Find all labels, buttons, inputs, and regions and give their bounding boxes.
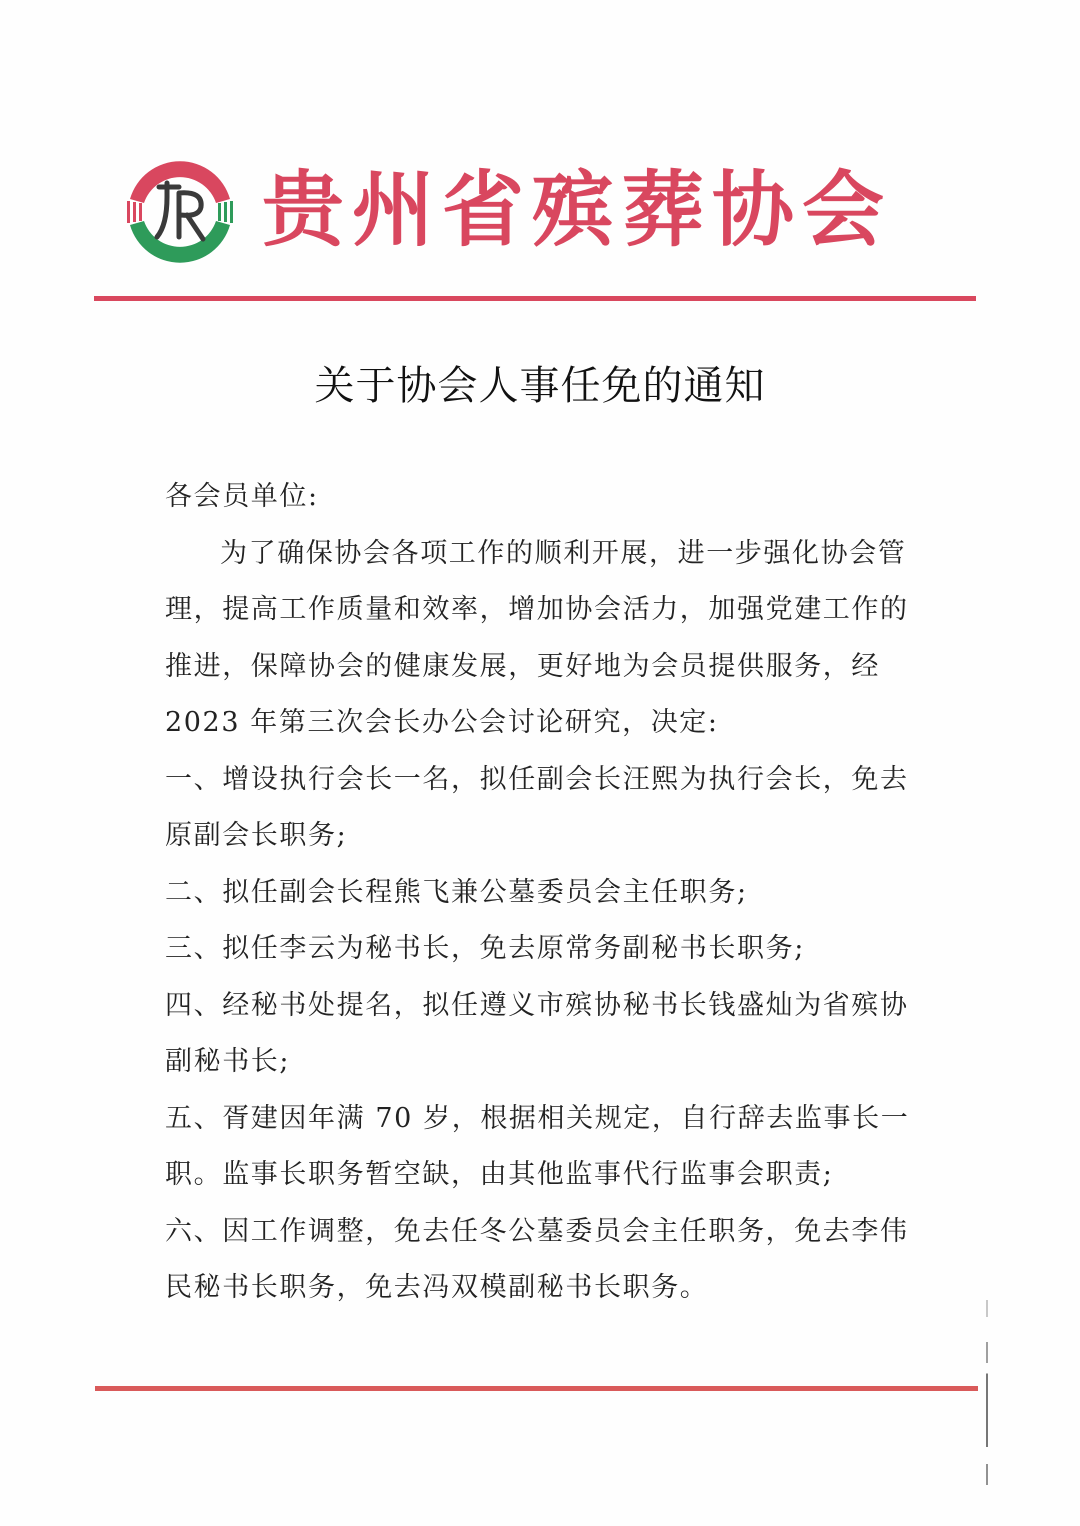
document-title: 关于协会人事任免的通知 bbox=[314, 363, 766, 409]
decision-item-3: 三、拟任李云为秘书长，免去原常务副秘书长职务; bbox=[165, 933, 805, 964]
decision-item-5: 五、胥建因年满 70 岁，根据相关规定，自行辞去监事长一职。监事长职务暂空缺，由其他监事代行监事会职责; bbox=[165, 1102, 910, 1190]
decision-item-2: 二、拟任副会长程熊飞兼公墓委员会主任职务; bbox=[165, 876, 748, 908]
intro-paragraph: 为了确保协会各项工作的顺利开展，进一步强化协会管理，提高工作质量和效率，增加协会活力，加强党建工作的推进，保障协会的健康发展，更好地为会员提供服务，经 2023 年第三次会长办公会讨论研究，决定: bbox=[165, 537, 909, 738]
association-emblem-icon bbox=[121, 153, 239, 271]
scan-artifact-line bbox=[986, 1300, 988, 1510]
header-divider bbox=[94, 296, 976, 301]
decision-item-4: 四、经秘书处提名，拟任遵义市殡协秘书长钱盛灿为省殡协副秘书长; bbox=[165, 989, 909, 1077]
salutation: 各会员单位: bbox=[165, 481, 319, 512]
organization-name: 贵州省殡葬协会 bbox=[262, 162, 893, 258]
decision-item-6: 六、因工作调整，免去任冬公墓委员会主任职务，免去李伟民秘书长职务，免去冯双模副秘书长职务。 bbox=[165, 1215, 909, 1303]
footer-divider bbox=[95, 1386, 978, 1391]
decision-item-1: 一、增设执行会长一名，拟任副会长汪熙为执行会长，免去原副会长职务; bbox=[165, 763, 909, 851]
document-body bbox=[165, 469, 925, 1317]
